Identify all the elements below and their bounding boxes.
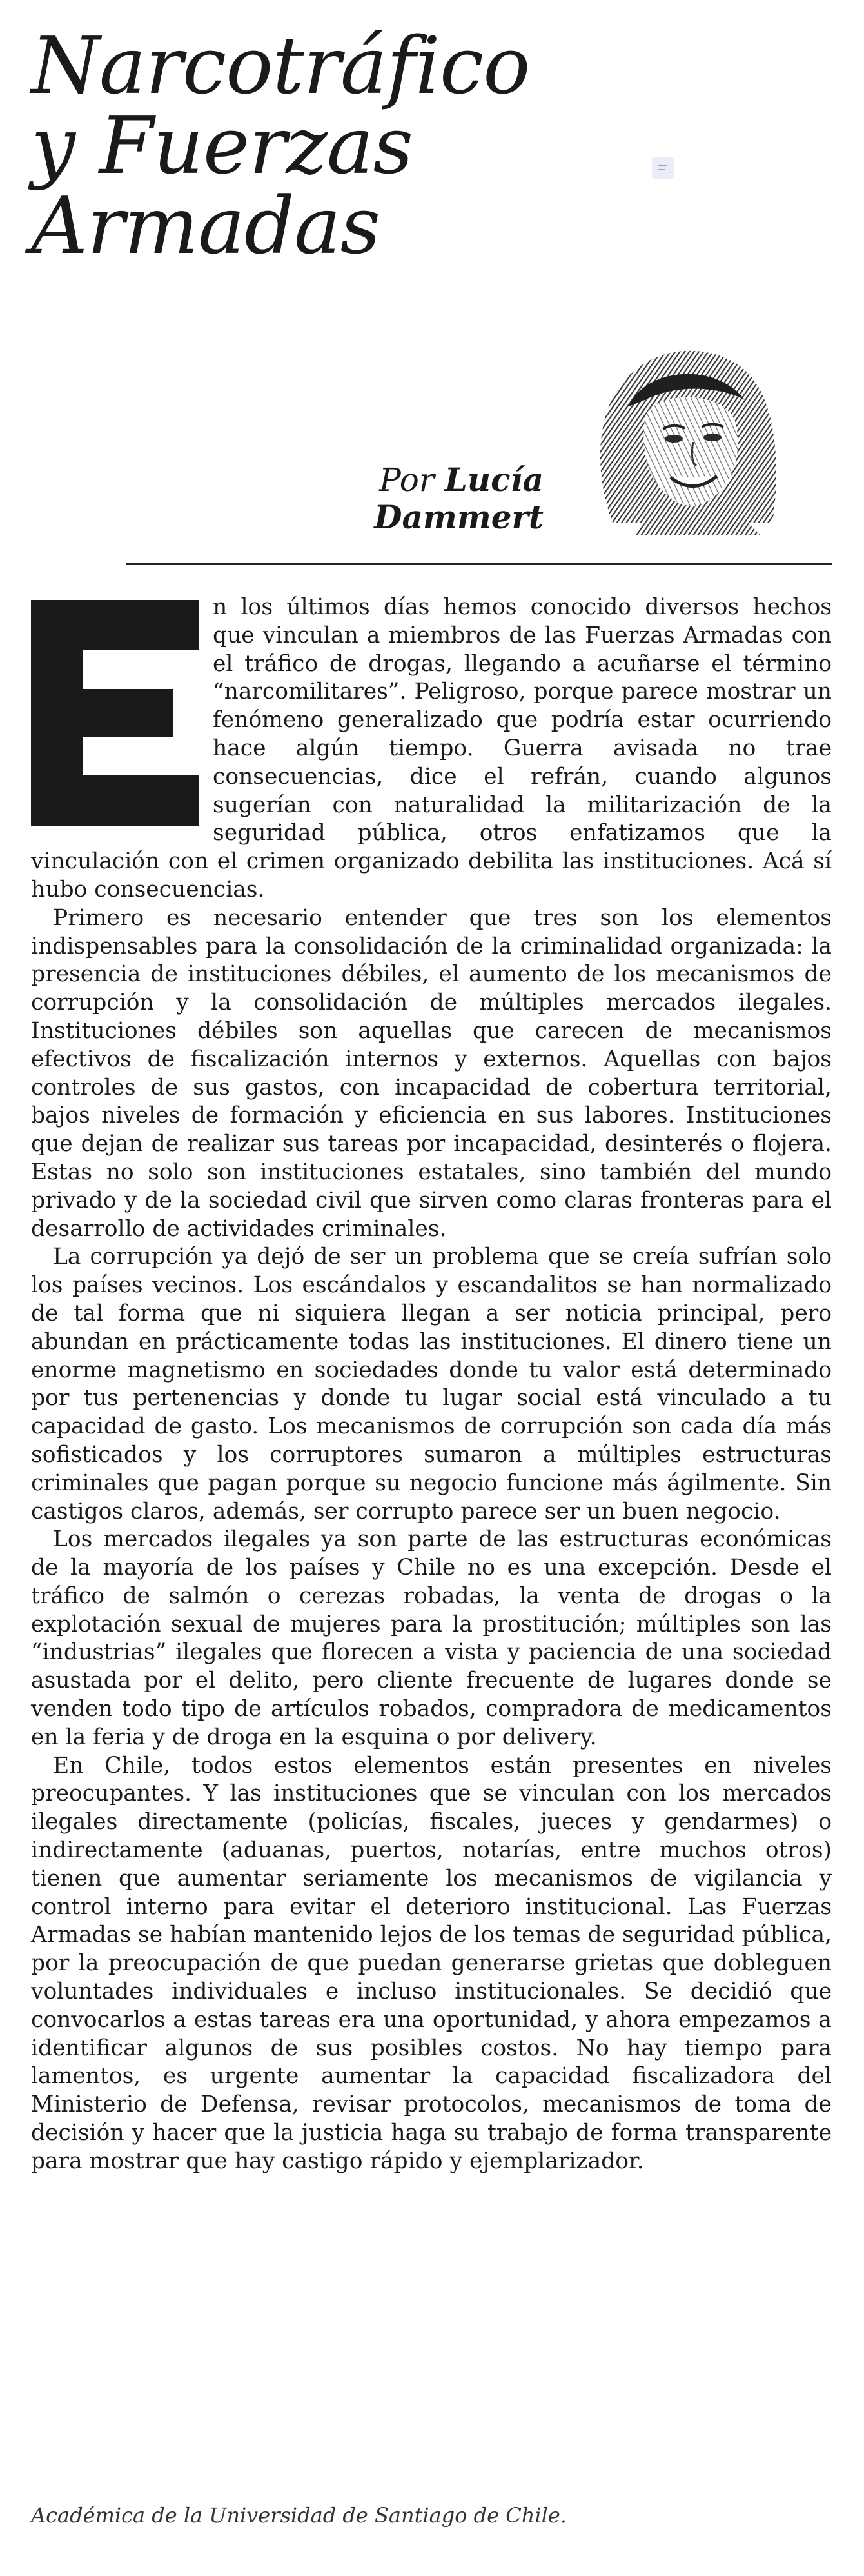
byline-divider xyxy=(126,563,832,565)
paragraph-4: Los mercados ilegales ya son parte de las estructuras económicas de la mayoría de los países y Chile no es una excepción. Desde el tráfico de salmón o cerezas robadas, la venta de drogas o la explotación sexual de mujeres para la prostitución; múltiples son las “industrias” ilegales que florecen a vista y paciencia de una sociedad asustada por el delito, pero cliente frecuente de lugares donde se venden todo tipo de artículos robados, compradora de medicamentos en la feria y de droga en la esquina o por delivery. xyxy=(31,1526,832,1750)
paragraph-5: En Chile, todos estos elementos están presentes en niveles preocupantes. Y las instituciones que se vinculan con los mercados ilegales directamente (policías, fiscales, jueces y gendarmes) o indirectamente (aduanas, puertos, notarías, entre muchos otros) tienen que aumentar seriamente los mecanismos de vigilancia y control interno para evitar el deterioro institucional. Las Fuerzas Armadas se habían mantenido lejos de los temas de seguridad pública, por la preocupación de que puedan generarse grietas que dobleguen voluntades individuales e incluso institucionales. Se decidió que convocarlos a estas tareas era una oportunidad, y ahora empezamos a identificar algunos de sus posibles costos. No hay tiempo para lamentos, es urgente aumentar la capacidad fiscalizadora del Ministerio de Defensa, revisar protocolos, mecanismos de toma de decisión y hacer que la justicia haga su trabajo de forma transparente para mostrar que hay castigo rápido y ejemplarizador. xyxy=(31,1752,832,2174)
title-line-3: Armadas xyxy=(31,180,380,272)
byline xyxy=(374,461,544,536)
note-icon[interactable] xyxy=(652,157,674,179)
author-last-name: Dammert xyxy=(374,498,544,536)
title-line-2: y Fuerzas xyxy=(31,100,413,192)
author-affiliation: Académica de la Universidad de Santiago de Chile. xyxy=(31,2503,567,2528)
drop-cap-letter xyxy=(31,600,199,826)
byline-prefix: Por xyxy=(379,461,435,499)
article-title xyxy=(31,20,611,272)
author-first-name: Lucía xyxy=(444,461,544,499)
title-line-1: Narcotráfico xyxy=(31,20,530,112)
author-portrait xyxy=(567,329,787,535)
paragraph-1: n los últimos días hemos conocido diversos hechos que vinculan a miembros de las Fuerzas Armadas con el tráfico de drogas, llegando a acuñarse el término “narcomilitares”. Peligroso, porque parece mostrar un fenómeno generalizado que podría estar ocurriendo hace algún tiempo. Guerra avisada no trae consecuencias, dice el refrán, cuando algunos sugerían con naturalidad la militarización de la seguridad pública, otros enfatizamos que la vinculación con el crimen organizado debilita las instituciones. Acá sí hubo consecuencias. xyxy=(31,594,832,903)
article-body xyxy=(31,594,832,2176)
paragraph-3: La corrupción ya dejó de ser un problema que se creía sufrían solo los países vecinos. Los escándalos y escandalitos se han normalizado de tal forma que ni siquiera llegan a ser noticia principal, pero abundan en prácticamente todas las instituciones. El dinero tiene un enorme magnetismo en sociedades donde tu valor está determinado por tus pertenencias y donde tu lugar social está vinculado a tu capacidad de gasto. Los mecanismos de corrupción son cada día más sofisticados y los corruptores sumaron a múltiples estructuras criminales que pagan porque su negocio funcione más ágilmente. Sin castigos claros, además, ser corrupto parece ser un buen negocio. xyxy=(31,1244,832,1524)
paragraph-2: Primero es necesario entender que tres son los elementos indispensables para la consolidación de la criminalidad organizada: la presencia de instituciones débiles, el aumento de los mecanismos de corrupción y la consolidación de múltiples mercados ilegales. Instituciones débiles son aquellas que carecen de mecanismos efectivos de fiscalización internos y externos. Aquellas con bajos controles de sus gastos, con incapacidad de cobertura territorial, bajos niveles de formación y eficiencia en sus labores. Instituciones que dejan de realizar sus tareas por incapacidad, desinterés o flojera. Estas no solo son instituciones estatales, sino también del mundo privado y de la sociedad civil que sirven como claras fronteras para el desarrollo de actividades criminales. xyxy=(31,904,832,1242)
